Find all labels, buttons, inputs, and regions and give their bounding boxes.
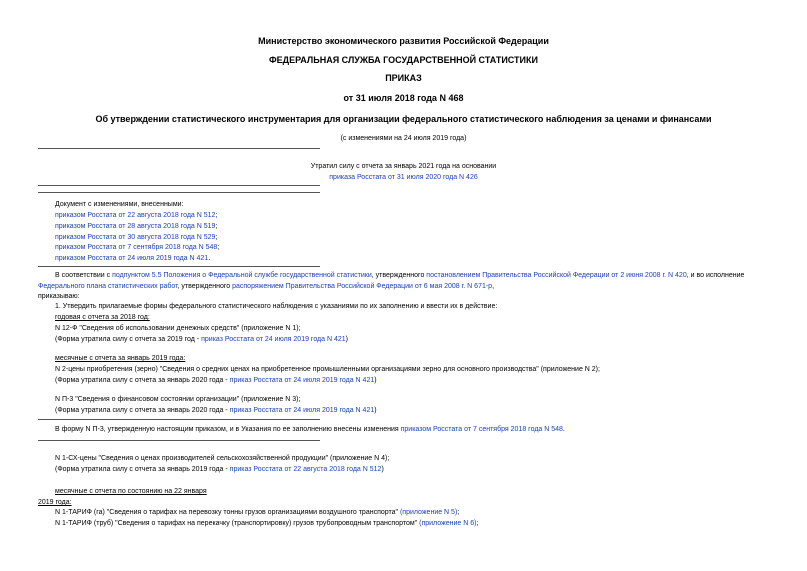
form-tail: ; — [457, 509, 460, 516]
change-tail: ; — [215, 212, 218, 219]
preamble-line-2 — [38, 282, 494, 292]
note-tail: ) — [381, 466, 384, 473]
note-link[interactable]: приказ Росстата от 24 июля 2019 года N 421 — [229, 377, 375, 384]
change-item — [55, 243, 219, 253]
change-tail: ; — [215, 234, 218, 241]
doc-date-number: от 31 июля 2018 года N 468 — [343, 93, 464, 103]
change-link[interactable]: приказом Росстата от 22 августа 2018 года N 512 — [55, 212, 216, 219]
form-lost-note — [55, 335, 348, 345]
form-tail: ; — [476, 520, 479, 527]
change-item — [55, 233, 217, 243]
annual-heading: годовая с отчета за 2018 год: — [55, 314, 150, 321]
change-link[interactable]: приказом Росстата от 24 июля 2019 года N 421 — [55, 255, 209, 262]
preamble-order-word: приказываю: — [38, 293, 80, 300]
preamble-link-order[interactable]: распоряжением Правительства Российской Федерации от 6 мая 2008 г. N 671-р — [232, 283, 493, 290]
note-tail: ) — [374, 407, 377, 414]
change-tail: ; — [217, 244, 220, 251]
note-link[interactable]: приказ Росстата от 24 июля 2019 года N 421 — [201, 336, 346, 343]
divider — [38, 440, 320, 441]
form-lost-note — [55, 406, 377, 416]
preamble-text: В соответствии с — [55, 272, 111, 279]
form-lost-note — [55, 465, 384, 475]
item-1: 1. Утвердить прилагаемые формы федерального статистического наблюдения с указаниями по их заполнению и ввести их в действие: — [55, 303, 498, 310]
note-tail: . — [562, 426, 565, 433]
change-item — [55, 222, 217, 232]
note-text: (Форма утратила силу с отчета за 2019 год - — [55, 336, 200, 343]
void-note-link[interactable]: приказа Росстата от 31 июля 2020 года N 426 — [329, 174, 478, 181]
divider — [38, 148, 320, 149]
form-1tarif-trub — [55, 519, 478, 529]
form-text: N 1-ТАРИФ (труб) "Сведения о тарифах на перекачку (транспортировку) грузов трубопроводным транспортом" — [55, 520, 418, 527]
form-2-grain: N 2-цены приобретения (зерно) "Сведения о средних ценах на приобретенное промышленными организациями зерно для основного производства" (приложение N 2); — [55, 366, 600, 373]
divider — [38, 266, 320, 267]
preamble-text: , — [492, 283, 495, 290]
note-text: (Форма утратила силу с отчета за январь 2020 года - — [55, 377, 228, 384]
monthly-jan22-heading-cont: 2019 года: — [38, 499, 72, 506]
change-tail: ; — [215, 223, 218, 230]
change-item — [55, 211, 217, 221]
note-tail: ) — [345, 336, 349, 343]
form-12f: N 12-Ф "Сведения об использовании денежных средств" (приложение N 1); — [55, 325, 301, 332]
change-link[interactable]: приказом Росстата от 30 августа 2018 года N 529 — [55, 234, 216, 241]
note-text: В форму N П-3, утвержденную настоящим приказом, и в Указания по ее заполнению внесены изменения — [55, 426, 399, 433]
amendment-note: (с изменениями на 24 июля 2019 года) — [340, 135, 467, 142]
note-text: (Форма утратила силу с отчета за январь 2020 года - — [55, 407, 228, 414]
form-p3: N П-3 "Сведения о финансовом состоянии организации" (приложение N 3); — [55, 396, 301, 403]
change-item — [55, 254, 210, 264]
preamble-text: , утвержденного — [177, 283, 231, 290]
p3-change-note — [55, 425, 565, 435]
doc-title: Об утверждении статистического инструментария для организации федерального статистического наблюдения за ценами и финансами — [95, 114, 712, 124]
note-link[interactable]: приказ Росстата от 24 июля 2019 года N 421 — [229, 407, 375, 414]
appendix-link[interactable]: (приложение N 5) — [399, 509, 458, 516]
form-1sh-prices: N 1-СХ-цены "Сведения о ценах производителей сельскохозяйственной продукции" (приложение N 4); — [55, 455, 390, 462]
note-link[interactable]: приказом Росстата от 7 сентября 2018 года N 548 — [400, 426, 563, 433]
divider — [38, 419, 320, 420]
void-note-text: Утратил силу с отчета за январь 2021 года на основании — [310, 163, 497, 170]
form-lost-note — [55, 376, 377, 386]
ministry-name: Министерство экономического развития Российской Федерации — [258, 36, 549, 46]
agency-name: ФЕДЕРАЛЬНАЯ СЛУЖБА ГОСУДАРСТВЕННОЙ СТАТИСТИКИ — [269, 55, 538, 65]
change-link[interactable]: приказом Росстата от 7 сентября 2018 года N 548 — [55, 244, 218, 251]
monthly-jan2019-heading: месячные с отчета за январь 2019 года: — [55, 355, 186, 362]
preamble-line-1 — [55, 271, 744, 281]
note-tail: ) — [374, 377, 377, 384]
change-tail: . — [208, 255, 211, 262]
form-1tarif-ga — [55, 508, 459, 518]
changes-heading: Документ с изменениями, внесенными: — [55, 201, 184, 208]
appendix-link[interactable]: (приложение N 6) — [419, 520, 477, 527]
divider — [38, 185, 320, 186]
preamble-link-plan[interactable]: Федерального плана статистических работ — [38, 283, 178, 290]
preamble-text: , и во исполнение — [686, 272, 745, 279]
preamble-link-subclause[interactable]: подпунктом 5.5 Положения о Федеральной службе государственной статистики — [112, 272, 372, 279]
note-text: (Форма утратила силу с отчета за январь 2019 года - — [55, 466, 228, 473]
note-link[interactable]: приказ Росстата от 22 августа 2018 года N 512 — [229, 466, 382, 473]
divider — [38, 192, 320, 193]
preamble-text: , утвержденного — [371, 272, 425, 279]
preamble-link-resolution[interactable]: постановлением Правительства Российской Федерации от 2 июня 2008 г. N 420 — [426, 272, 687, 279]
doc-type: ПРИКАЗ — [385, 73, 422, 83]
change-link[interactable]: приказом Росстата от 28 августа 2018 года N 519 — [55, 223, 216, 230]
monthly-jan22-heading: месячные с отчета по состоянию на 22 января — [55, 488, 207, 495]
form-text: N 1-ТАРИФ (га) "Сведения о тарифах на перевозку тонны грузов организациями воздушного транспорта" — [55, 509, 399, 516]
